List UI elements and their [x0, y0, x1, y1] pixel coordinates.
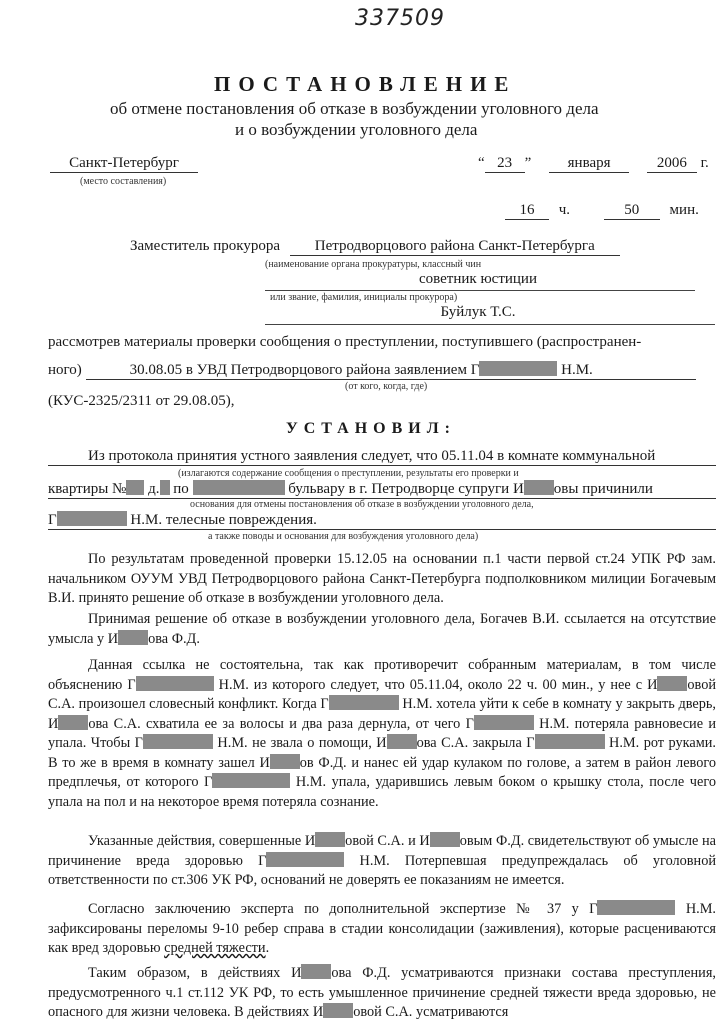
- p3-b: Н.М. из которого следует, что 05.11.04, около 22 ч. 00 мин., у нее с И: [218, 676, 658, 693]
- paragraph-6: [48, 964, 716, 1023]
- review-line2: [48, 361, 696, 380]
- p3-h: ова С.А. закрыла Г: [416, 735, 535, 751]
- redaction: [479, 361, 557, 376]
- p5-a: Согласно заключению эксперта по дополнительной экспертизе № 37 у Г: [88, 901, 598, 917]
- p4-d: Н.М. Потерпевшая предупреждалась об уголовной ответственности по ст.306 УК РФ, оснований не доверять ее показаниям не имеется.: [48, 852, 717, 888]
- p4-a: Указанные действия, совершенные И: [88, 833, 316, 849]
- redaction: [126, 480, 144, 495]
- time-hours: 16: [505, 202, 549, 220]
- redaction: [136, 676, 214, 691]
- established-caption1: (излагаются содержание сообщения о преступлении, результаты его проверки и: [178, 468, 519, 479]
- established-line2-a: квартиры №: [48, 481, 127, 497]
- official-caption1: (наименование органа прокуратуры, классный чин: [265, 259, 482, 270]
- paragraph-4: [48, 832, 716, 891]
- redaction: [143, 734, 213, 749]
- established-line1: Из протокола принятия устного заявления следует, что 05.11.04 в комнате коммунальной: [48, 448, 716, 466]
- redaction: [524, 480, 554, 495]
- established-line2-e: овы причинили: [553, 481, 653, 497]
- redaction: [193, 480, 285, 495]
- established-line3-a: Г: [48, 512, 57, 528]
- redaction: [212, 773, 290, 788]
- p3-f: Н.М. потеряла равновесие и упала. Чтобы Г: [48, 715, 716, 751]
- p3-k: Н.М. упала, ударившись левым боком о крышку стола, после чего упала на пол и на некоторое время потеряла сознание.: [48, 774, 716, 810]
- review-line2-prefix: ного): [48, 362, 82, 378]
- established-caption3: а также поводы и основания для возбуждения уголовного дела): [208, 531, 479, 542]
- established-line2-c: по: [173, 481, 189, 497]
- redaction: [597, 900, 675, 915]
- redaction: [315, 832, 345, 847]
- time-hours-unit: ч.: [558, 202, 571, 218]
- date-month: января: [549, 155, 629, 173]
- p5-c: средней тяжести: [164, 940, 266, 956]
- p4-c: овым Ф.Д. свидетельствуют об умысле на причинение вреда здоровью Г: [48, 833, 716, 869]
- official-name: Буйлук Т.С.: [440, 304, 516, 320]
- p3-j: ов Ф.Д. и нанес ей удар кулаком по голове, а затем в район левого предплечья, от которого Г: [48, 754, 716, 790]
- p6-b: ова Ф.Д. усматриваются признаки состава преступления, предусмотренного ч.1 ст.112 УК РФ, то есть умышленное причинение средней тяжести вреда здоровью, не опасного для жизни человека. В действиях И: [48, 965, 716, 1020]
- p3-d: Н.М. хотела уйти к себе в комнату у закрыть дверь, И: [48, 696, 716, 732]
- time-minutes: 50: [604, 202, 660, 220]
- established-line3-b: Н.М. телесные повреждения.: [130, 512, 317, 528]
- established-line2: [48, 480, 716, 499]
- redaction: [58, 715, 88, 730]
- redaction: [160, 480, 170, 495]
- established-line2-d: бульвару в г. Петродворце супруги И: [288, 481, 524, 497]
- p5-b: Н.М. зафиксированы переломы 9-10 ребер справа в стадии консолидации (заживления), которые расцениваются как вред здоровью: [48, 901, 716, 956]
- p2-b: ова Ф.Д.: [148, 630, 200, 647]
- official-rank: советник юстиции: [419, 271, 537, 287]
- p3-a: Данная ссылка не состоятельна, так как противоречит собранным материалам, в том числе объяснению Г: [48, 657, 716, 693]
- redaction: [387, 734, 417, 749]
- p2-a: Принимая решение об отказе в возбуждении уголовного дела, Богачев В.И. ссылается на отсутствие умысла у И: [48, 611, 716, 647]
- official-line: [130, 238, 620, 256]
- date-day: 23: [485, 155, 525, 173]
- p3-e: ова С.А. схватила ее за волосы и два раза дернула, от чего Г: [88, 715, 474, 732]
- p3-c: овой С.А. произошел словесный конфликт. Когда Г: [48, 676, 717, 712]
- place-value: Санкт-Петербург: [50, 155, 198, 173]
- redaction: [118, 630, 148, 645]
- p6-c: овой С.А. усматриваются: [353, 1004, 509, 1020]
- paragraph-1: По результатам проведенной проверки 15.12.05 на основании п.1 части первой ст.24 УПК РФ зам. начальником ОУУМ УВД Петродворцового района Санкт-Петербурга подполковником милиции Богачевым В.И. принято решение об отказе в возбуждении уголовного дела.: [48, 551, 716, 606]
- time-field: [505, 202, 699, 220]
- p6-a: Таким образом, в действиях И: [88, 965, 302, 981]
- redaction: [430, 832, 460, 847]
- official-label: Заместитель прокурора: [130, 238, 280, 254]
- review-line3: (КУС-2325/2311 от 29.08.05),: [48, 393, 235, 409]
- redaction: [301, 964, 331, 979]
- paragraph-5: [48, 900, 716, 959]
- p4-b: овой С.А. и И: [345, 833, 430, 849]
- review-line2-suffix: Н.М.: [561, 362, 593, 378]
- place-field: [50, 155, 198, 173]
- date-field: “ 23 ” января 2006 г.: [478, 155, 709, 171]
- established-line2-b: д.: [148, 481, 160, 497]
- redaction: [474, 715, 534, 730]
- date-year: 2006: [647, 155, 697, 173]
- official-org: Петродворцового района Санкт-Петербурга: [290, 238, 620, 256]
- official-name-rule: [265, 324, 715, 325]
- official-rank-rule: [265, 290, 695, 291]
- review-line1: рассмотрев материалы проверки сообщения о преступлении, поступившего (распространен-: [48, 334, 642, 350]
- established-line3: [48, 511, 716, 530]
- established-caption2: основания для отмены постановления об отказе в возбуждении уголовного дела,: [190, 499, 534, 510]
- redaction: [657, 676, 687, 691]
- established-heading: УСТАНОВИЛ:: [286, 420, 456, 437]
- document-title: ПОСТАНОВЛЕНИЕ: [214, 72, 517, 96]
- date-year-suffix: г.: [700, 155, 709, 171]
- document-subtitle-line1: об отмене постановления об отказе в возбуждении уголовного дела: [110, 99, 599, 118]
- redaction: [329, 695, 399, 710]
- paragraph-2: [48, 610, 716, 649]
- redaction: [535, 734, 605, 749]
- document-subtitle-line2: и о возбуждении уголовного дела: [235, 120, 478, 139]
- redaction: [266, 852, 344, 867]
- paragraph-3: [48, 656, 716, 812]
- official-caption2: или звание, фамилия, инициалы прокурора): [270, 292, 458, 303]
- place-caption: (место составления): [80, 176, 167, 187]
- redaction: [323, 1003, 353, 1018]
- p3-i: Н.М. рот руками. В то же в время в комнату зашел И: [48, 735, 716, 771]
- p3-g: Н.М. не звала о помощи, И: [217, 735, 387, 751]
- review-caption: (от кого, когда, где): [345, 381, 428, 392]
- redaction: [270, 754, 300, 769]
- review-line2-body: 30.08.05 в УВД Петродворцового района заявлением Г: [129, 362, 480, 378]
- handwritten-number: 337509: [355, 6, 445, 31]
- time-minutes-unit: мин.: [669, 202, 699, 218]
- redaction: [57, 511, 127, 526]
- p5-d: .: [265, 940, 270, 956]
